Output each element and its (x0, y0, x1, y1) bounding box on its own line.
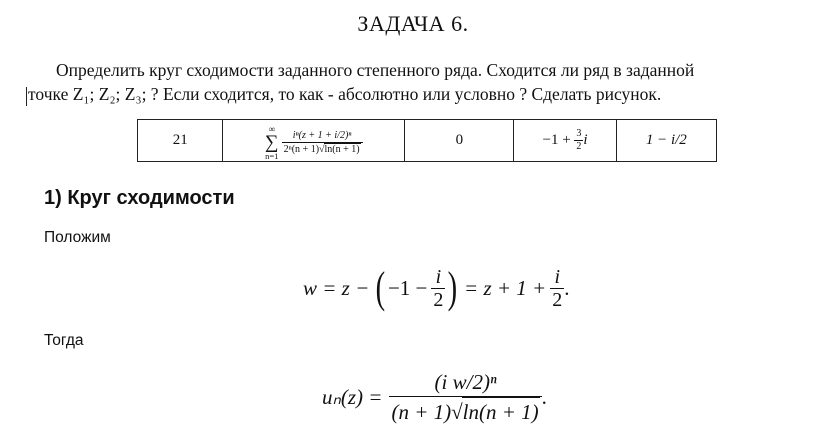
sqrt-symbol: √ ln(n + 1) (451, 397, 540, 426)
eq2-radicand: ln(n + 1) (462, 397, 540, 426)
equation-w (303, 262, 569, 314)
eq1-mid: = z + 1 + (464, 275, 547, 300)
z1-cell: 0 (405, 120, 514, 162)
eq1-end: . (564, 275, 570, 300)
left-paren: ( (375, 263, 386, 312)
eq1-fraction-2 (550, 266, 564, 311)
series-formula (265, 125, 363, 161)
eq1-inner: −1 − (387, 275, 428, 300)
task-title: ЗАДАЧА 6. (357, 11, 469, 36)
eq1-frac-num: i (435, 265, 442, 288)
variant-cell: 21 (138, 120, 223, 162)
sum-upper-limit: ∞ (268, 124, 276, 134)
table-row (138, 120, 717, 162)
z2-frac-den: 2 (576, 140, 582, 152)
z3-cell: 1 − i/2 (616, 120, 716, 162)
series-numerator: iⁿ(z + 1 + i/2)ⁿ (292, 129, 352, 141)
eq2-numerator: (i w/2)ⁿ (434, 370, 497, 394)
then-label: Тогда (44, 332, 84, 349)
eq1-frac2-num: i (554, 265, 560, 288)
task-table (137, 119, 717, 162)
equation-un (322, 366, 547, 428)
z2-prefix: −1 + (542, 131, 571, 148)
series-term-fraction (282, 130, 363, 156)
eq1-fraction (431, 266, 445, 311)
series-radicand: ln(n + 1) (324, 143, 360, 155)
z2-suffix: i (583, 131, 588, 148)
series-cell (223, 120, 405, 162)
eq2-denominator (389, 397, 541, 426)
series-denominator (282, 143, 363, 156)
sum-lower-limit: n=1 (265, 151, 279, 162)
sigma-symbol: ∑ (265, 132, 279, 153)
eq2-fraction (389, 368, 541, 426)
sqrt-symbol: √ ln(n + 1) (319, 143, 360, 155)
series-denominator-prefix: 2ⁿ(n + 1) (283, 143, 320, 155)
eq2-den-prefix: (n + 1) (391, 400, 452, 424)
text-cursor (26, 87, 27, 106)
eq2-lhs: uₙ(z) = (322, 384, 383, 409)
put-label: Положим (44, 229, 111, 246)
eq2-end: . (541, 384, 547, 409)
z2-frac-num: 3 (576, 127, 582, 139)
sum-operator (265, 125, 279, 161)
problem-line-1: Определить круг сходимости заданного степенного ряда. Сходится ли ряд в заданной (56, 60, 695, 80)
section-heading: 1) Круг сходимости (44, 187, 235, 209)
problem-line-2: точке Z₁; Z₂; Z₃; ? Если сходится, то как - абсолютно или условно ? Сделать рисунок. (28, 84, 662, 104)
right-paren: ) (447, 263, 458, 312)
eq1-frac2-den: 2 (552, 288, 563, 311)
z2-cell (514, 120, 616, 162)
eq1-lhs: w = z − (303, 275, 370, 300)
eq1-frac-den: 2 (433, 288, 444, 311)
